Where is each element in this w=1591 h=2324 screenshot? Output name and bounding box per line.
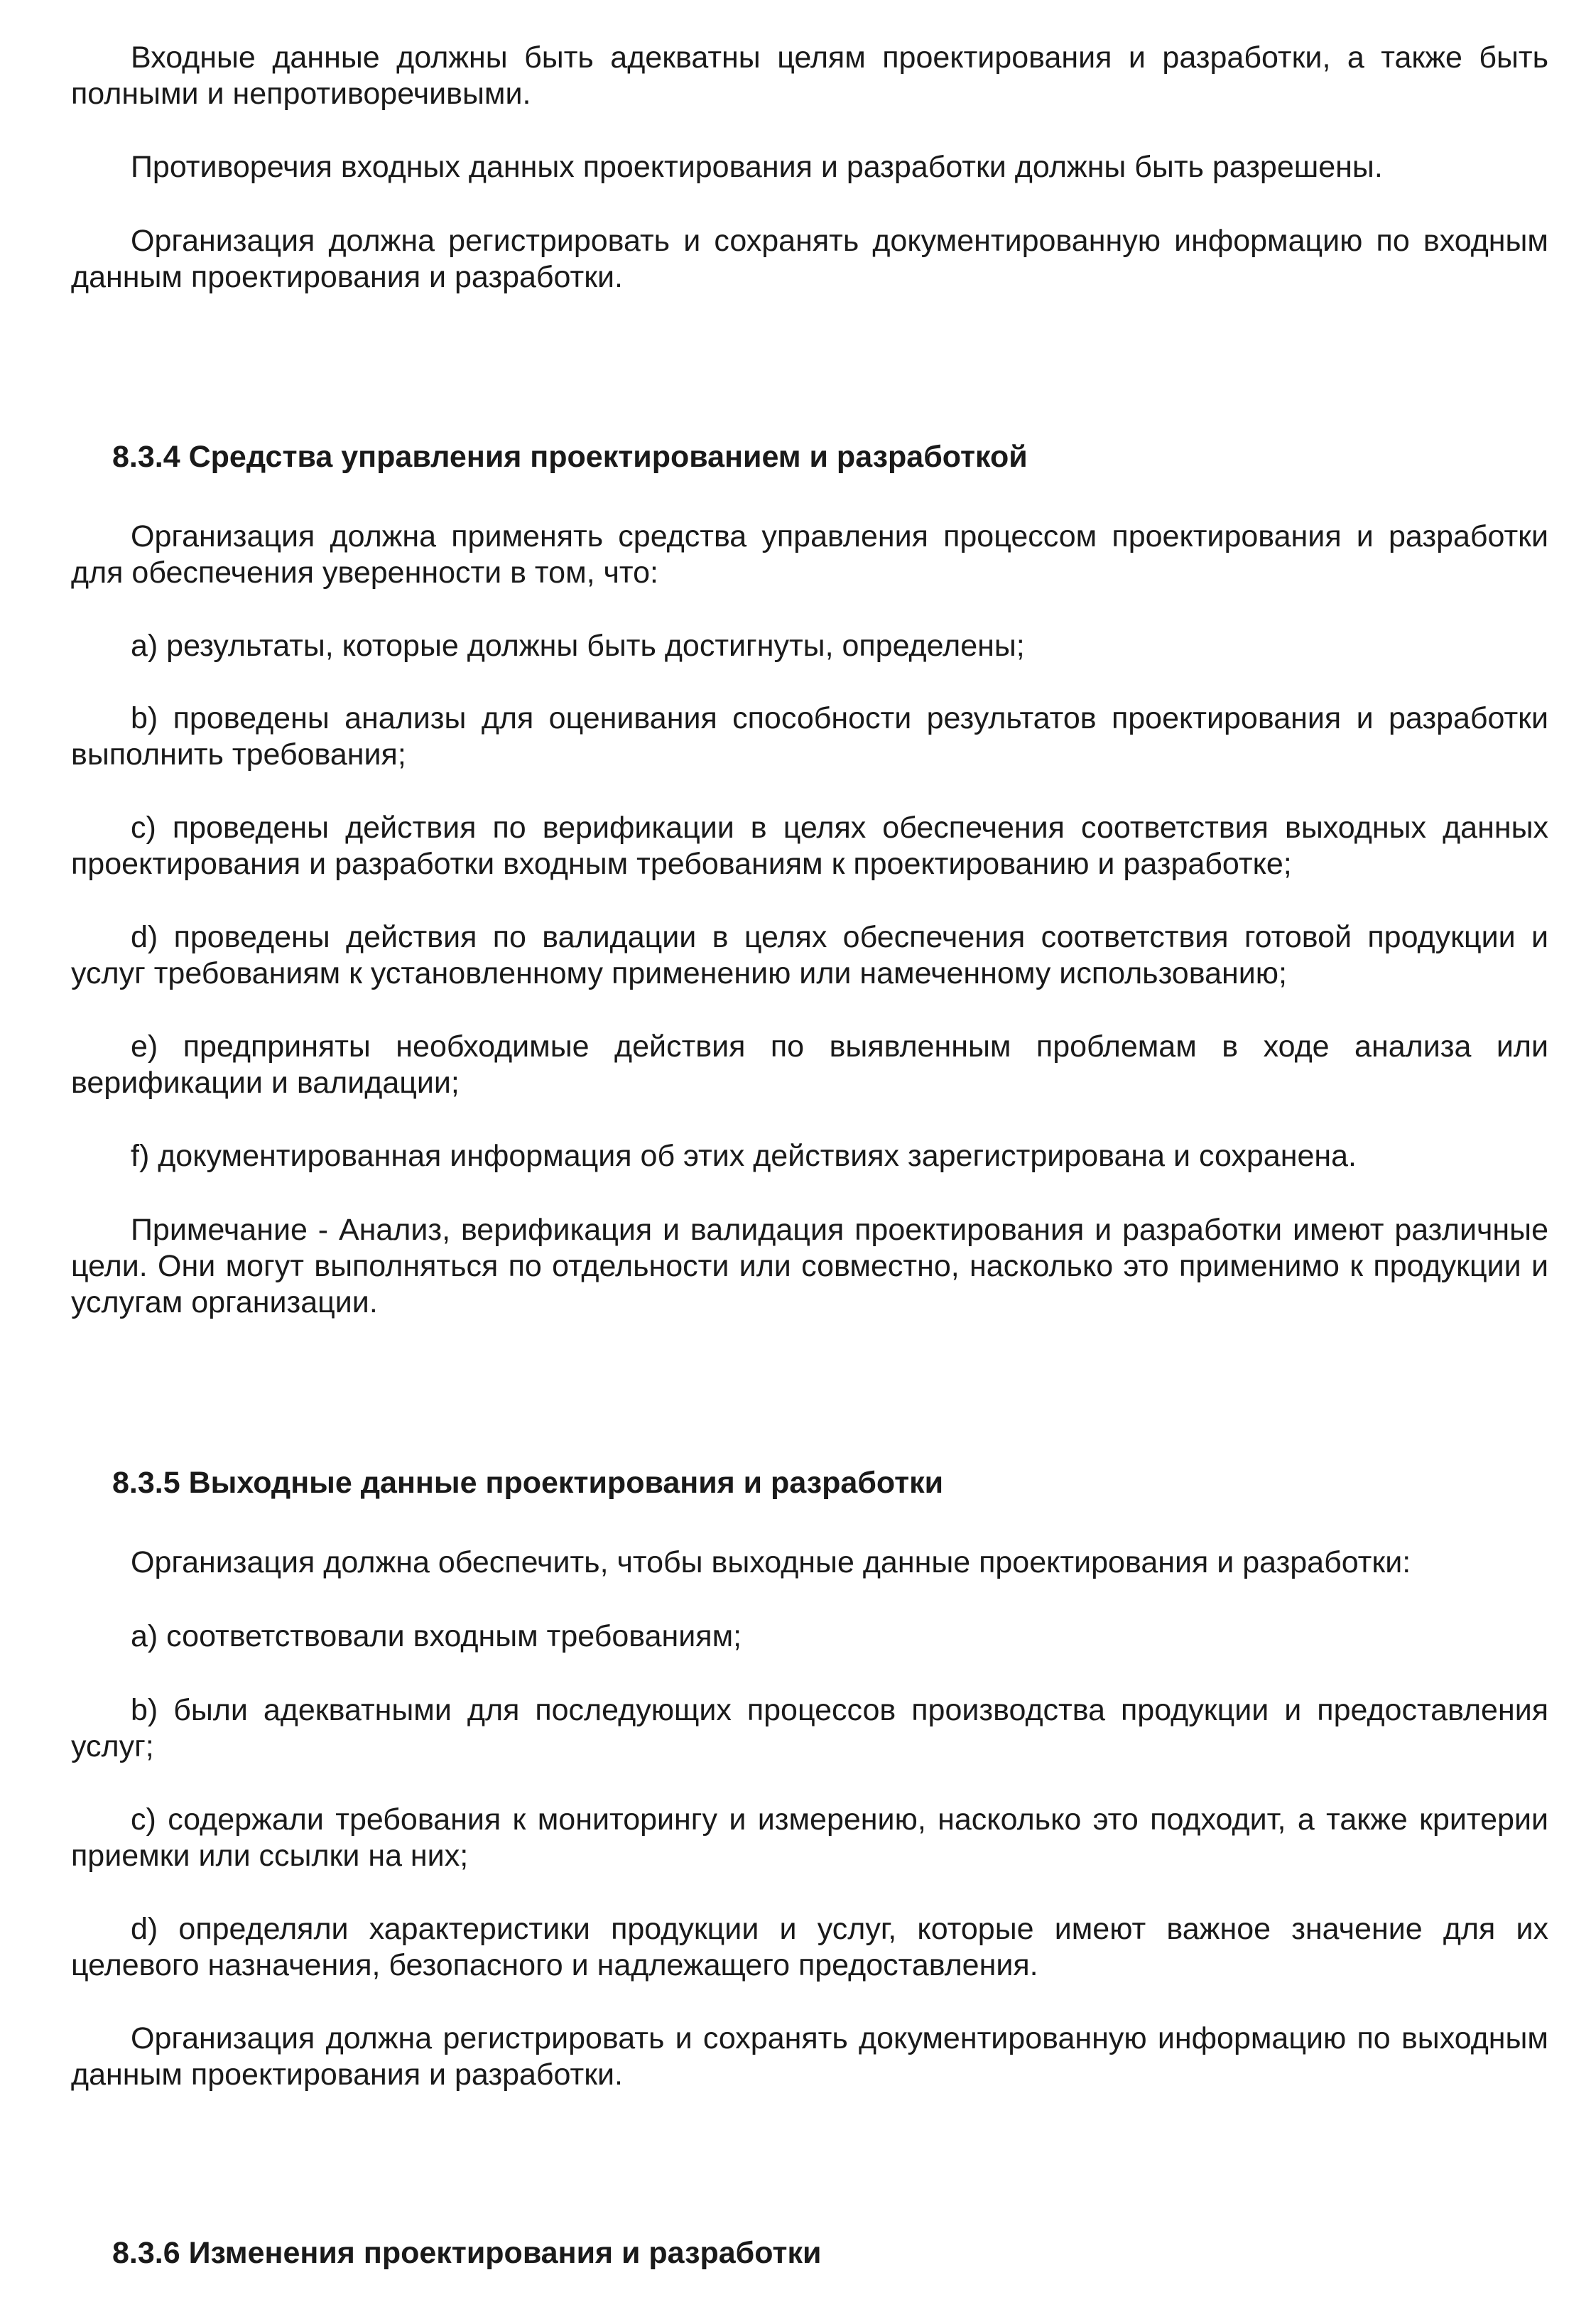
intro-paragraph-2: Противоречия входных данных проектирования и разработки должны быть разрешены. (131, 150, 1383, 184)
list-item-835-d: d) определяли характеристики продукции и услуг, которые имеют важное значение для их целевого назначения, безопасного и надлежащего предоставления. (71, 1912, 1548, 1982)
section-835-closing: Организация должна регистрировать и сохранять документированную информацию по выходным данным проектирования и разработки. (71, 2021, 1548, 2092)
section-heading-8-3-4: 8.3.4 Средства управления проектированием и разработкой (112, 440, 1028, 474)
list-item-834-c: c) проведены действия по верификации в целях обеспечения соответствия выходных данных проектирования и разработки входным требованиям к проектированию и разработке; (71, 811, 1548, 881)
section-835-lead: Организация должна обеспечить, чтобы выходные данные проектирования и разработки: (131, 1545, 1411, 1579)
list-item-834-a: a) результаты, которые должны быть достигнуты, определены; (131, 629, 1025, 663)
intro-paragraph-1: Входные данные должны быть адекватны целям проектирования и разработки, а также быть полными и непротиворечивыми. (71, 40, 1548, 111)
list-item-835-c: c) содержали требования к мониторингу и измерению, насколько это подходит, а также критерии приемки или ссылки на них; (71, 1803, 1548, 1873)
section-heading-8-3-6: 8.3.6 Изменения проектирования и разработки (112, 2236, 822, 2270)
section-834-lead: Организация должна применять средства управления процессом проектирования и разработки для обеспечения уверенности в том, что: (71, 519, 1548, 590)
list-item-835-a: a) соответствовали входным требованиям; (131, 1619, 742, 1653)
intro-paragraph-3: Организация должна регистрировать и сохранять документированную информацию по входным данным проектирования и разработки. (71, 224, 1548, 294)
list-item-834-b: b) проведены анализы для оценивания способности результатов проектирования и разработки выполнить требования; (71, 701, 1548, 772)
list-item-834-d: d) проведены действия по валидации в целях обеспечения соответствия готовой продукции и услуг требованиям к установленному применению или намеченному использованию; (71, 920, 1548, 990)
list-item-835-b: b) были адекватными для последующих процессов производства продукции и предоставления услуг; (71, 1693, 1548, 1763)
section-heading-8-3-5: 8.3.5 Выходные данные проектирования и разработки (112, 1466, 944, 1500)
section-834-note: Примечание - Анализ, верификация и валидация проектирования и разработки имеют различные цели. Они могут выполняться по отдельности или совместно, насколько это применимо к продукции и услугам организации. (71, 1213, 1548, 1319)
list-item-834-f: f) документированная информация об этих действиях зарегистрирована и сохранена. (131, 1139, 1357, 1173)
list-item-834-e: e) предприняты необходимые действия по выявленным проблемам в ходе анализа или верификации и валидации; (71, 1029, 1548, 1100)
